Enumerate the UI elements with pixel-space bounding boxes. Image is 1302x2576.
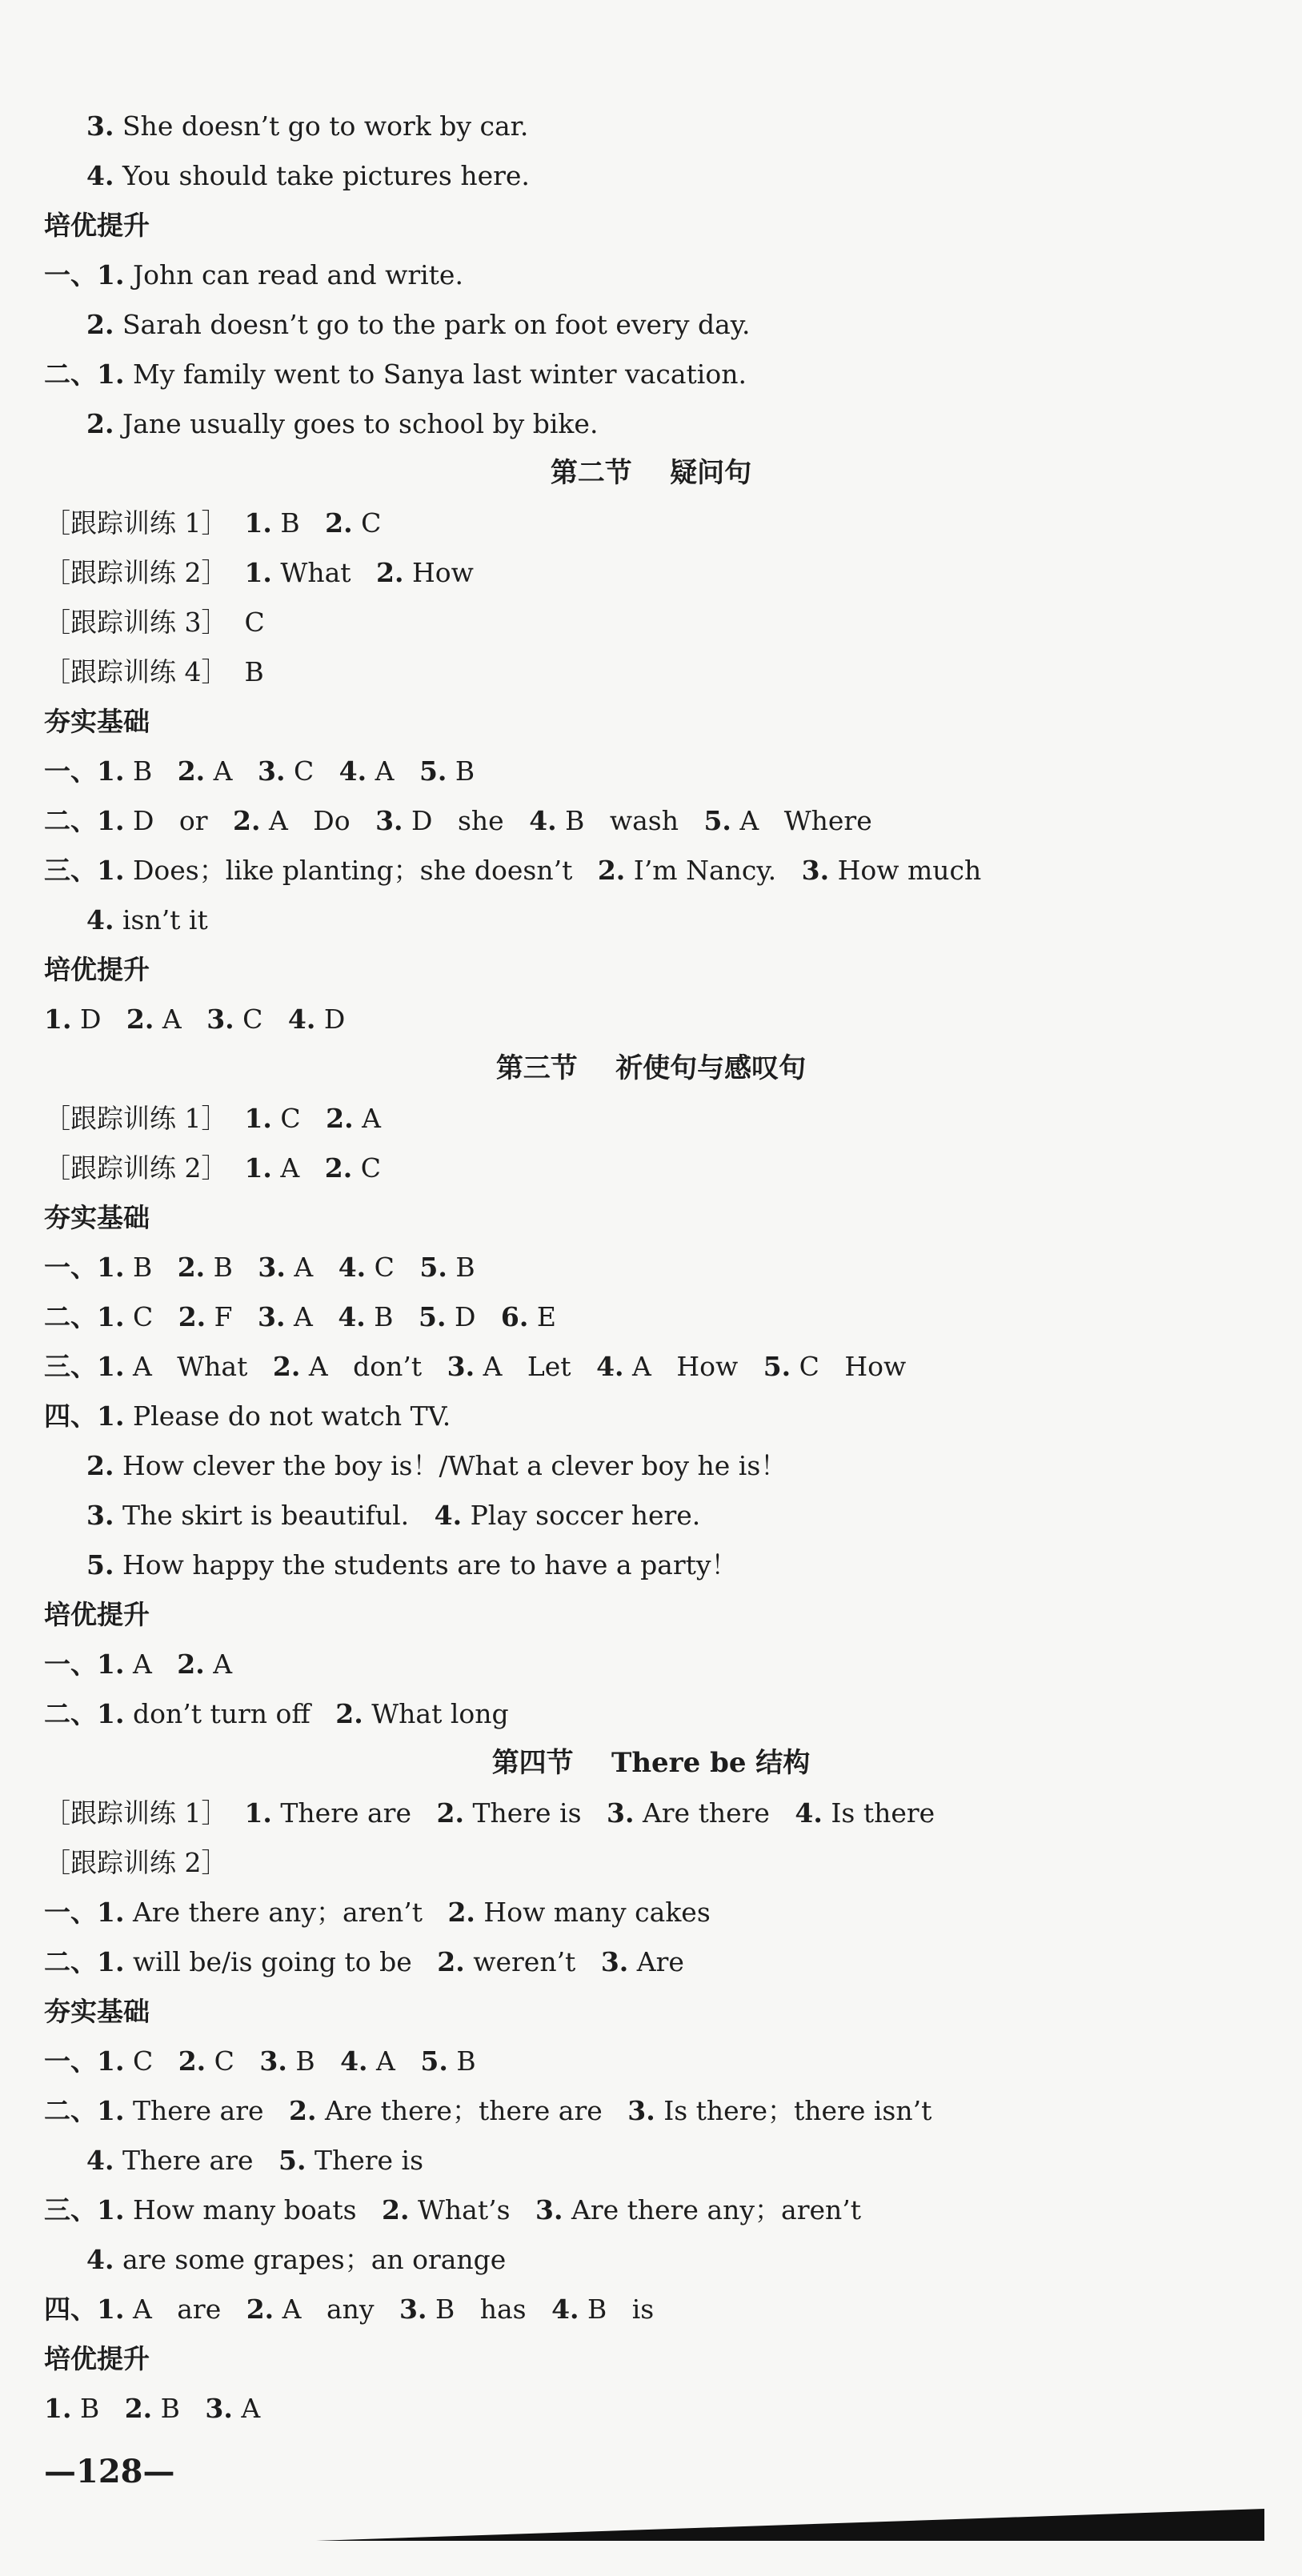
item-number: 2. <box>126 1004 154 1035</box>
sub-heading: 培优提升 <box>44 1599 150 1630</box>
answer-line <box>44 2294 654 2326</box>
answer-text: How many boats <box>132 2194 357 2225</box>
answer-text: A <box>280 1152 300 1184</box>
item-number: 5. <box>86 1549 114 1580</box>
answer-text: C <box>132 2045 154 2077</box>
answer-text: B <box>455 755 475 787</box>
item-number: 二、1. <box>44 1301 125 1332</box>
answer-line <box>44 359 747 391</box>
section-title: 第二节 疑问句 <box>550 457 752 489</box>
answer-text: C <box>360 1152 381 1184</box>
answer-text: E <box>536 1301 556 1332</box>
answer-line <box>44 1649 232 1681</box>
item-number: 3. <box>375 805 403 836</box>
answer-text: A <box>376 2045 395 2077</box>
answer-text: B <box>295 2045 315 2077</box>
answer-text: C <box>374 1252 395 1283</box>
sub-heading: 夯实基础 <box>44 1202 150 1233</box>
item-number: 5. <box>419 755 447 787</box>
answer-line <box>44 1004 345 1036</box>
item-number: 1. <box>44 2393 72 2424</box>
item-number: 1. <box>244 1103 272 1134</box>
answer-text: B wash <box>565 805 679 836</box>
sub-heading: 夯实基础 <box>44 706 150 737</box>
answer-text: How clever the boy is！/What a clever boy he is！ <box>122 1450 787 1481</box>
item-number: 2. <box>437 1946 465 1977</box>
item-number: 4. <box>551 2294 579 2325</box>
answer-text: F <box>214 1301 233 1332</box>
answer-text: How much <box>837 855 982 886</box>
item-number: 2. <box>177 755 206 787</box>
item-number: 1. <box>244 1152 272 1184</box>
answer-text: A Let <box>483 1351 571 1382</box>
answer-line <box>44 1301 556 1333</box>
answer-line <box>86 408 598 440</box>
item-number: 2. <box>246 2294 274 2325</box>
item-number: 4. <box>86 2244 114 2275</box>
item-number: 3. <box>447 1351 475 1382</box>
answer-line <box>44 1351 906 1383</box>
answer-line <box>44 656 264 688</box>
answer-line <box>44 855 981 887</box>
answer-text: C How <box>799 1351 907 1382</box>
line-prefix: ［跟踪训练 1］ <box>44 1103 245 1134</box>
answer-text: Is there <box>831 1797 935 1829</box>
sub-heading: 培优提升 <box>44 2343 150 2374</box>
item-number: 2. <box>447 1897 475 1928</box>
answer-line <box>86 904 208 936</box>
answer-text: A <box>213 1649 233 1680</box>
answer-text: Is there；there isn’t <box>663 2095 932 2126</box>
answer-line <box>44 607 265 639</box>
item-number: 4. <box>86 160 114 191</box>
answer-text: A <box>213 755 233 787</box>
answer-line <box>86 160 530 192</box>
answer-text: A <box>375 755 395 787</box>
answer-line <box>86 2145 423 2177</box>
answer-line <box>44 2095 931 2127</box>
answer-text: C <box>214 2045 234 2077</box>
section-title: 第四节 There be 结构 <box>491 1747 811 1779</box>
answer-line <box>44 1946 684 1978</box>
item-number: 2. <box>177 1649 205 1680</box>
answer-text: D she <box>411 805 504 836</box>
answer-text: Are there；there are <box>324 2095 603 2126</box>
item-number: 2. <box>177 1252 206 1283</box>
answer-text: B <box>374 1301 394 1332</box>
answer-text: will be/is going to be <box>132 1946 412 1977</box>
answer-text: Please do not watch TV. <box>132 1400 451 1432</box>
answer-text: The skirt is beautiful. <box>122 1500 410 1531</box>
item-number: 4. <box>795 1797 823 1829</box>
item-number: 二、1. <box>44 2095 125 2126</box>
item-number: 4. <box>86 904 114 935</box>
item-number: 3. <box>535 2194 563 2225</box>
answer-line <box>44 1847 228 1879</box>
answer-text: Are there <box>642 1797 770 1829</box>
item-number: 三、1. <box>44 2194 125 2225</box>
item-number: 3. <box>258 1252 286 1283</box>
answer-text: are some grapes；an orange <box>122 2244 507 2275</box>
item-number: 2. <box>376 557 404 588</box>
item-number: 一、1. <box>44 1252 125 1283</box>
answer-text: don’t turn off <box>132 1698 310 1729</box>
item-number: 4. <box>529 805 557 836</box>
answer-line <box>44 1152 381 1184</box>
answer-line <box>44 755 475 787</box>
answer-text: weren’t <box>473 1946 576 1977</box>
answer-text: Jane usually goes to school by bike. <box>122 408 599 439</box>
answer-line <box>44 2194 861 2226</box>
item-number: 4. <box>287 1004 316 1035</box>
item-number: 4. <box>338 1301 366 1332</box>
answer-text: There are <box>132 2095 264 2126</box>
item-number: 2. <box>86 408 114 439</box>
answer-text: A Do <box>268 805 351 836</box>
item-number: 一、1. <box>44 2045 125 2077</box>
item-number: 2. <box>326 1103 354 1134</box>
answer-text: Are <box>636 1946 684 1977</box>
answer-text: My family went to Sanya last winter vacation. <box>132 359 747 390</box>
line-prefix: ［跟踪训练 1］ <box>44 1797 245 1829</box>
answer-text: I’m Nancy. <box>633 855 777 886</box>
item-number: 2. <box>436 1797 464 1829</box>
line-prefix: ［跟踪训练 4］ B <box>44 656 264 687</box>
answer-text: A <box>132 1649 152 1680</box>
answer-text: C <box>361 507 382 539</box>
answer-line <box>44 1252 475 1284</box>
answer-text: A <box>294 1252 314 1283</box>
answer-text: A <box>362 1103 381 1134</box>
answer-line <box>44 1897 711 1929</box>
answer-text: A <box>162 1004 182 1035</box>
item-number: 2. <box>86 309 114 340</box>
item-number: 4. <box>339 755 367 787</box>
answer-text: A What <box>132 1351 248 1382</box>
answer-text: A any <box>282 2294 375 2325</box>
item-number: 2. <box>597 855 626 886</box>
answer-text: Play soccer here. <box>470 1500 701 1531</box>
item-number: 4. <box>338 1252 367 1283</box>
item-number: 2. <box>325 507 353 539</box>
item-number: 6. <box>500 1301 529 1332</box>
answer-text: C <box>132 1301 154 1332</box>
item-number: 3. <box>205 2393 233 2424</box>
item-number: 一、1. <box>44 1649 125 1680</box>
item-number: 5. <box>419 1252 447 1283</box>
answer-text: D or <box>132 805 208 836</box>
answer-text: What <box>280 557 351 588</box>
answer-text: B is <box>587 2294 655 2325</box>
answer-line <box>86 1500 700 1532</box>
answer-text: John can read and write. <box>132 259 463 290</box>
answer-text: A Where <box>739 805 872 836</box>
item-number: 3. <box>258 1301 286 1332</box>
answer-text: Are there any；aren’t <box>571 2194 862 2225</box>
answer-text: You should take pictures here. <box>122 160 530 191</box>
item-number: 3. <box>259 2045 287 2077</box>
item-number: 四、1. <box>44 1400 125 1432</box>
item-number: 二、1. <box>44 1698 125 1729</box>
answer-text: A don’t <box>308 1351 423 1382</box>
answer-text: D <box>454 1301 476 1332</box>
item-number: 3. <box>399 2294 427 2325</box>
item-number: 4. <box>340 2045 368 2077</box>
answer-line <box>86 2244 506 2276</box>
item-number: 5. <box>763 1351 791 1382</box>
answer-text: B <box>160 2393 180 2424</box>
answer-text: D <box>79 1004 102 1035</box>
answer-line <box>86 309 751 341</box>
item-number: 一、1. <box>44 755 125 787</box>
answer-text: C <box>293 755 314 787</box>
answer-text: How happy the students are to have a party！ <box>122 1549 738 1580</box>
item-number: 2. <box>86 1450 114 1481</box>
answer-text: B <box>455 1252 475 1283</box>
page-number: —128— <box>44 2453 175 2490</box>
line-prefix: ［跟踪训练 3］ C <box>44 607 265 638</box>
item-number: 2. <box>233 805 261 836</box>
sub-heading: 培优提升 <box>44 954 150 985</box>
item-number: 2. <box>124 2393 153 2424</box>
line-prefix: ［跟踪训练 2］ <box>44 1847 228 1878</box>
item-number: 一、1. <box>44 259 125 290</box>
answer-line <box>44 2393 260 2425</box>
answer-text: B <box>79 2393 100 2424</box>
answer-text: C <box>242 1004 263 1035</box>
answer-text: B has <box>435 2294 527 2325</box>
answer-text: Are there any；aren’t <box>132 1897 423 1928</box>
answer-text: D <box>323 1004 346 1035</box>
answer-line <box>44 259 463 291</box>
item-number: 2. <box>178 2045 206 2077</box>
sub-heading: 夯实基础 <box>44 1996 150 2027</box>
line-prefix: ［跟踪训练 1］ <box>44 507 245 539</box>
answer-text: She doesn’t go to work by car. <box>122 110 529 142</box>
item-number: 5. <box>278 2145 306 2176</box>
item-number: 1. <box>244 507 272 539</box>
answer-text: B <box>456 2045 476 2077</box>
line-prefix: ［跟踪训练 2］ <box>44 1152 245 1184</box>
item-number: 4. <box>434 1500 463 1531</box>
item-number: 3. <box>257 755 286 787</box>
answer-line <box>86 110 528 142</box>
item-number: 3. <box>86 110 114 142</box>
answer-text: A are <box>132 2294 222 2325</box>
line-prefix: ［跟踪训练 2］ <box>44 557 245 588</box>
answer-text: A <box>241 2393 261 2424</box>
answer-line <box>86 1549 738 1581</box>
answer-text: How many cakes <box>483 1897 711 1928</box>
answer-text: B <box>132 755 153 787</box>
item-number: 3. <box>801 855 830 886</box>
item-number: 2. <box>324 1152 353 1184</box>
answer-text: There is <box>314 2145 424 2176</box>
answer-text: What’s <box>418 2194 511 2225</box>
item-number: 2. <box>289 2095 317 2126</box>
answer-text: There is <box>472 1797 582 1829</box>
answer-text: How <box>411 557 474 588</box>
answer-line <box>44 2045 476 2077</box>
item-number: 2. <box>382 2194 410 2225</box>
item-number: 2. <box>335 1698 363 1729</box>
item-number: 四、1. <box>44 2294 125 2325</box>
item-number: 2. <box>272 1351 301 1382</box>
answer-text: Sarah doesn’t go to the park on foot every day. <box>122 309 751 340</box>
item-number: 5. <box>419 1301 447 1332</box>
answer-text: There are <box>122 2145 254 2176</box>
answer-text: B <box>280 507 300 539</box>
answer-text: There are <box>280 1797 411 1829</box>
answer-text: C <box>280 1103 301 1134</box>
answer-text: B <box>213 1252 233 1283</box>
item-number: 4. <box>596 1351 624 1382</box>
answer-line <box>44 805 872 837</box>
answer-line <box>44 1698 509 1730</box>
item-number: 5. <box>420 2045 448 2077</box>
item-number: 二、1. <box>44 805 125 836</box>
section-title: 第三节 祈使句与感叹句 <box>495 1052 807 1084</box>
item-number: 4. <box>86 2145 114 2176</box>
item-number: 三、1. <box>44 855 125 886</box>
item-number: 3. <box>600 1946 629 1977</box>
item-number: 二、1. <box>44 359 125 390</box>
item-number: 1. <box>244 1797 272 1829</box>
item-number: 1. <box>44 1004 72 1035</box>
item-number: 一、1. <box>44 1897 125 1928</box>
item-number: 3. <box>86 1500 114 1531</box>
item-number: 3. <box>627 2095 655 2126</box>
answer-text: Does；like planting；she doesn’t <box>132 855 573 886</box>
answer-text: B <box>132 1252 153 1283</box>
item-number: 三、1. <box>44 1351 125 1382</box>
item-number: 3. <box>607 1797 635 1829</box>
answer-text: isn’t it <box>122 904 208 935</box>
answer-line <box>44 557 474 589</box>
answer-text: A How <box>632 1351 739 1382</box>
item-number: 二、1. <box>44 1946 125 1977</box>
answer-line <box>44 1103 381 1135</box>
answer-line <box>44 1797 935 1829</box>
item-number: 3. <box>206 1004 234 1035</box>
sub-heading: 培优提升 <box>44 210 150 241</box>
item-number: 1. <box>244 557 272 588</box>
item-number: 2. <box>178 1301 206 1332</box>
answer-line <box>44 1400 451 1432</box>
answer-text: A <box>293 1301 313 1332</box>
answer-text: What long <box>371 1698 509 1729</box>
answer-line <box>86 1450 787 1482</box>
item-number: 5. <box>703 805 731 836</box>
answer-line <box>44 507 381 539</box>
